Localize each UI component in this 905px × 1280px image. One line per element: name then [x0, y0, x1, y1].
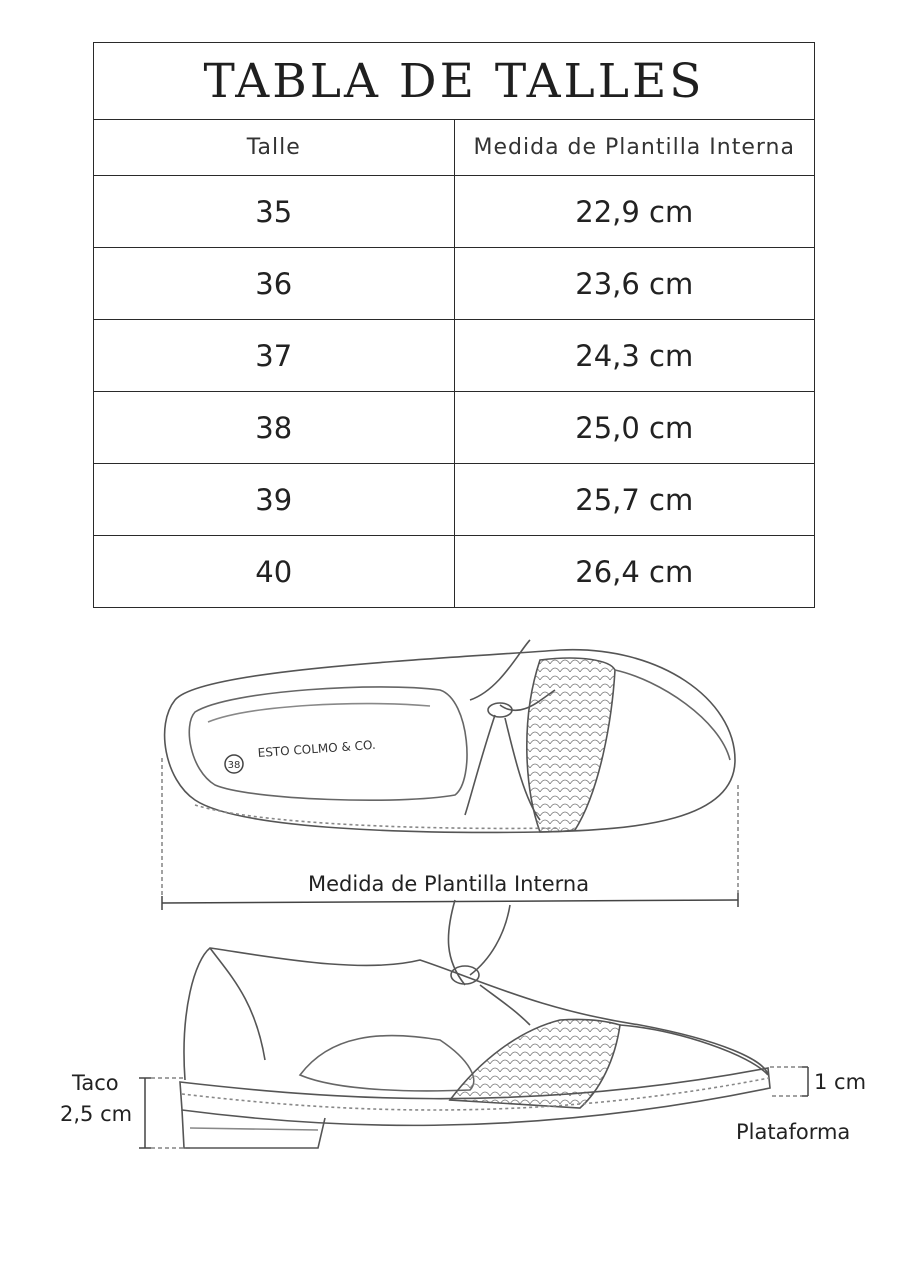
cell-talle: 38 [94, 392, 455, 464]
shoe-side-view [180, 900, 770, 1148]
table-row [94, 464, 815, 536]
cell-talle: 39 [94, 464, 455, 536]
table-title: TABLA DE TALLES [94, 43, 815, 120]
size-table [93, 42, 815, 608]
heel-value: 2,5 cm [60, 1102, 133, 1126]
cell-talle: 36 [94, 248, 455, 320]
cell-medida: 25,7 cm [454, 464, 815, 536]
table-row [94, 392, 815, 464]
cell-medida: 23,6 cm [454, 248, 815, 320]
header-talle: Talle [94, 120, 455, 176]
table-row [94, 176, 815, 248]
cell-talle: 37 [94, 320, 455, 392]
cell-medida: 25,0 cm [454, 392, 815, 464]
header-medida: Medida de Plantilla Interna [454, 120, 815, 176]
brand-text: ESTO COLMO & CO. [257, 737, 377, 760]
heel-label: Taco [72, 1071, 119, 1095]
platform-measure-guide [770, 1067, 808, 1096]
cell-medida: 26,4 cm [454, 536, 815, 608]
table-row [94, 248, 815, 320]
insole-size-mark: 38 [227, 760, 241, 771]
cell-medida: 24,3 cm [454, 320, 815, 392]
shoe-top-view [165, 640, 735, 832]
cell-talle: 35 [94, 176, 455, 248]
insole-measure-label: Medida de Plantilla Interna [308, 872, 590, 896]
platform-label: Plataforma [736, 1120, 851, 1144]
shoe-illustration [0, 620, 905, 1200]
cell-talle: 40 [94, 536, 455, 608]
table-row [94, 320, 815, 392]
table-row [94, 536, 815, 608]
cell-medida: 22,9 cm [454, 176, 815, 248]
platform-value: 1 cm [814, 1070, 867, 1094]
